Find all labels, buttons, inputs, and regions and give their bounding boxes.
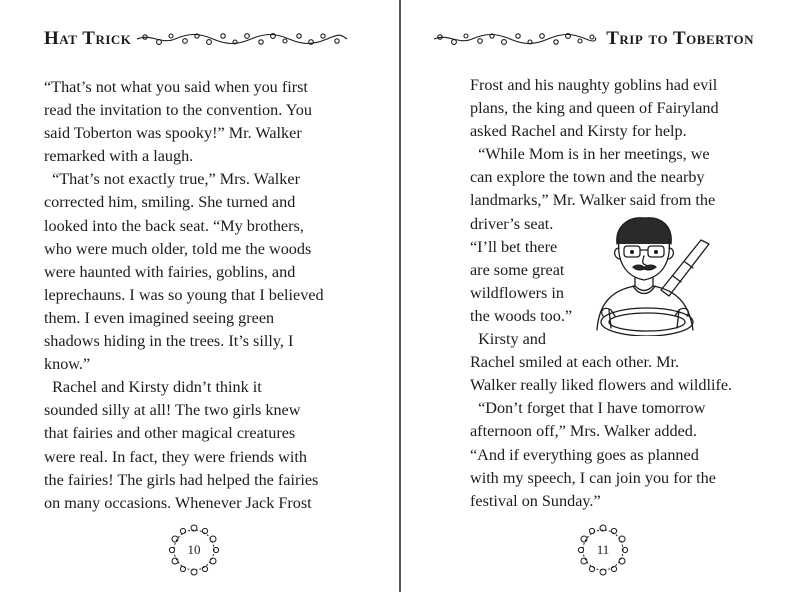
- text-line: landmarks,” Mr. Walker said from the: [470, 191, 716, 210]
- text-line: leprechauns. I was so young that I believed: [44, 285, 324, 304]
- text-line: “And if everything goes as planned: [470, 445, 699, 464]
- text-line: them. I even imagined seeing green: [44, 308, 275, 327]
- text-line: “I’ll bet there: [470, 237, 558, 256]
- right-page-number-wreath: [575, 522, 631, 578]
- text-line: said Toberton was spooky!” Mr. Walker: [44, 124, 302, 143]
- left-page-number-wreath: [166, 522, 222, 578]
- right-page: [401, 0, 800, 592]
- text-line: Rachel smiled at each other. Mr.: [470, 353, 680, 372]
- text-line: with my speech, I can join you for the: [470, 468, 716, 487]
- text-line: remarked with a laugh.: [44, 147, 194, 166]
- text-line: Kirsty and: [470, 330, 546, 349]
- text-line: sounded silly at all! The two girls knew: [44, 401, 301, 420]
- text-line: festival on Sunday.”: [470, 491, 601, 510]
- text-line: asked Rachel and Kirsty for help.: [470, 122, 687, 141]
- left-page-text: [44, 76, 382, 515]
- text-line: can explore the town and the nearby: [470, 168, 705, 187]
- text-line: driver’s seat.: [470, 214, 554, 233]
- left-page-number: 10: [187, 542, 201, 557]
- text-line: read the invitation to the convention. You: [44, 101, 312, 120]
- mr-walker-driving-illustration: [589, 210, 725, 336]
- text-line: plans, the king and queen of Fairyland: [470, 99, 719, 118]
- text-line: looked into the back seat. “My brothers,: [44, 216, 304, 235]
- right-running-head: [430, 28, 754, 50]
- left-running-head: [44, 28, 351, 50]
- text-line: the fairies! The girls had helped the fairies: [44, 470, 319, 489]
- text-line: Frost and his naughty goblins had evil: [470, 76, 718, 94]
- text-line: were real. In fact, they were friends with: [44, 447, 307, 466]
- text-line: “That’s not exactly true,” Mrs. Walker: [44, 170, 300, 189]
- text-line: afternoon off,” Mrs. Walker added.: [470, 422, 697, 441]
- text-line: Rachel and Kirsty didn’t think it: [44, 378, 262, 397]
- text-line: wildflowers in: [470, 283, 564, 302]
- right-running-head-title: Trip to Toberton: [606, 28, 754, 49]
- left-running-head-title: Hat Trick: [44, 28, 132, 49]
- text-line: know.”: [44, 355, 91, 374]
- text-line: “Don’t forget that I have tomorrow: [470, 399, 706, 418]
- text-line: that fairies and other magical creatures: [44, 424, 296, 443]
- left-page: [0, 0, 399, 592]
- text-line: on many occasions. Whenever Jack Frost: [44, 493, 312, 512]
- vine-ornament-icon: [430, 31, 598, 47]
- text-line: shadows hiding in the trees. It’s silly, I: [44, 332, 294, 351]
- text-line: were haunted with fairies, goblins, and: [44, 262, 296, 281]
- text-line: “While Mom is in her meetings, we: [470, 145, 710, 164]
- vine-ornament-icon: [131, 31, 351, 47]
- text-line: Walker really liked flowers and wildlife.: [470, 376, 733, 395]
- text-line: who were much older, told me the woods: [44, 239, 312, 258]
- right-page-number: 11: [596, 542, 610, 557]
- text-line: are some great: [470, 260, 565, 279]
- text-line: the woods too.”: [470, 306, 573, 325]
- text-line: corrected him, smiling. She turned and: [44, 193, 296, 212]
- text-line: “That’s not what you said when you first: [44, 78, 308, 96]
